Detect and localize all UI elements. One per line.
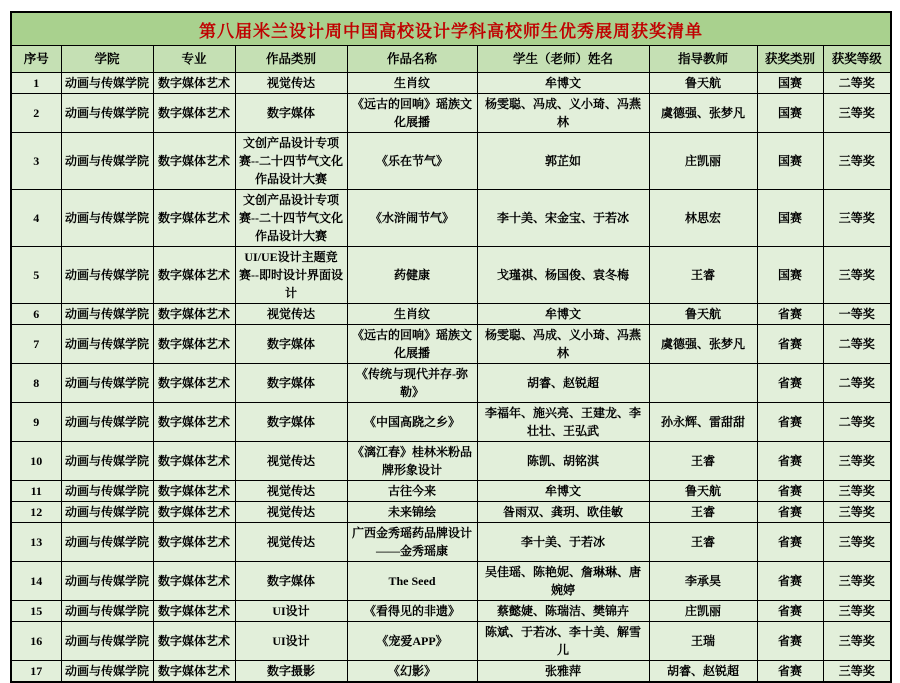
cell-students: 陈斌、于若冰、李十美、解雪儿 (477, 622, 649, 661)
cell-work: 《幻影》 (347, 661, 477, 683)
cell-advisors: 胡睿、赵锐超 (649, 661, 757, 683)
table-row (11, 304, 891, 325)
cell-advisors: 王睿 (649, 502, 757, 523)
cell-award_level: 三等奖 (823, 94, 891, 133)
cell-award_level: 三等奖 (823, 502, 891, 523)
column-header-award_type: 获奖类别 (757, 46, 823, 73)
column-header-award_level: 获奖等级 (823, 46, 891, 73)
table-row (11, 601, 891, 622)
cell-advisors: 鲁天航 (649, 481, 757, 502)
cell-major: 数字媒体艺术 (153, 622, 235, 661)
cell-no: 9 (11, 403, 61, 442)
cell-award_level: 一等奖 (823, 304, 891, 325)
title-row (11, 12, 891, 46)
cell-students: 牟博文 (477, 481, 649, 502)
cell-advisors: 孙永辉、雷甜甜 (649, 403, 757, 442)
column-header-work: 作品名称 (347, 46, 477, 73)
cell-college: 动画与传媒学院 (61, 94, 153, 133)
cell-work: 未来锦绘 (347, 502, 477, 523)
column-header-students: 学生（老师）姓名 (477, 46, 649, 73)
table-row (11, 622, 891, 661)
table-row (11, 247, 891, 304)
cell-award_level: 三等奖 (823, 442, 891, 481)
cell-category: 文创产品设计专项赛--二十四节气文化作品设计大赛 (235, 133, 347, 190)
cell-work: 《传统与现代并存-弥勒》 (347, 364, 477, 403)
cell-major: 数字媒体艺术 (153, 601, 235, 622)
cell-advisors: 李承昊 (649, 562, 757, 601)
cell-category: 视觉传达 (235, 304, 347, 325)
cell-no: 7 (11, 325, 61, 364)
cell-major: 数字媒体艺术 (153, 661, 235, 683)
cell-award_type: 省赛 (757, 364, 823, 403)
column-header-advisors: 指导教师 (649, 46, 757, 73)
cell-award_type: 省赛 (757, 442, 823, 481)
table-row (11, 133, 891, 190)
column-header-no: 序号 (11, 46, 61, 73)
cell-major: 数字媒体艺术 (153, 523, 235, 562)
cell-category: 视觉传达 (235, 442, 347, 481)
cell-category: 数字摄影 (235, 661, 347, 683)
cell-award_level: 三等奖 (823, 622, 891, 661)
cell-award_type: 国赛 (757, 94, 823, 133)
cell-advisors (649, 364, 757, 403)
cell-work: 生肖纹 (347, 73, 477, 94)
cell-work: 《水浒闹节气》 (347, 190, 477, 247)
cell-college: 动画与传媒学院 (61, 622, 153, 661)
cell-work: 广西金秀瑶药品牌设计——金秀瑶康 (347, 523, 477, 562)
cell-no: 3 (11, 133, 61, 190)
cell-award_level: 三等奖 (823, 661, 891, 683)
cell-college: 动画与传媒学院 (61, 247, 153, 304)
cell-students: 杨雯聪、冯成、义小琦、冯燕林 (477, 94, 649, 133)
cell-students: 李十美、宋金宝、于若冰 (477, 190, 649, 247)
cell-advisors: 鲁天航 (649, 304, 757, 325)
cell-award_level: 三等奖 (823, 562, 891, 601)
cell-category: 数字媒体 (235, 94, 347, 133)
cell-award_level: 三等奖 (823, 481, 891, 502)
cell-award_level: 二等奖 (823, 73, 891, 94)
cell-advisors: 林思宏 (649, 190, 757, 247)
cell-students: 牟博文 (477, 304, 649, 325)
cell-work: 《漓江春》桂林米粉品牌形象设计 (347, 442, 477, 481)
cell-award_level: 三等奖 (823, 247, 891, 304)
cell-students: 杨雯聪、冯成、义小琦、冯燕林 (477, 325, 649, 364)
cell-students: 吴佳瑶、陈艳妮、詹琳琳、唐婉婷 (477, 562, 649, 601)
cell-college: 动画与传媒学院 (61, 502, 153, 523)
cell-college: 动画与传媒学院 (61, 133, 153, 190)
cell-award_type: 国赛 (757, 247, 823, 304)
cell-major: 数字媒体艺术 (153, 562, 235, 601)
cell-major: 数字媒体艺术 (153, 304, 235, 325)
cell-category: 数字媒体 (235, 403, 347, 442)
cell-major: 数字媒体艺术 (153, 442, 235, 481)
cell-category: 文创产品设计专项赛--二十四节气文化作品设计大赛 (235, 190, 347, 247)
cell-college: 动画与传媒学院 (61, 190, 153, 247)
cell-students: 蔡懿婕、陈瑞洁、樊锦卉 (477, 601, 649, 622)
cell-no: 5 (11, 247, 61, 304)
cell-advisors: 王睿 (649, 247, 757, 304)
table-row (11, 73, 891, 94)
cell-college: 动画与传媒学院 (61, 325, 153, 364)
cell-category: UI/UE设计主题竞赛--即时设计界面设计 (235, 247, 347, 304)
cell-award_type: 国赛 (757, 133, 823, 190)
cell-students: 李福年、施兴亮、王建龙、李壮壮、王弘武 (477, 403, 649, 442)
cell-no: 2 (11, 94, 61, 133)
cell-award_type: 省赛 (757, 403, 823, 442)
cell-college: 动画与传媒学院 (61, 364, 153, 403)
cell-work: 《乐在节气》 (347, 133, 477, 190)
cell-major: 数字媒体艺术 (153, 364, 235, 403)
cell-no: 11 (11, 481, 61, 502)
table-row (11, 190, 891, 247)
cell-work: 生肖纹 (347, 304, 477, 325)
cell-advisors: 庄凯丽 (649, 133, 757, 190)
cell-students: 昝雨双、龚玥、欧佳敏 (477, 502, 649, 523)
cell-no: 12 (11, 502, 61, 523)
cell-category: 数字媒体 (235, 325, 347, 364)
cell-work: 《宠爱APP》 (347, 622, 477, 661)
cell-no: 1 (11, 73, 61, 94)
cell-advisors: 王瑞 (649, 622, 757, 661)
cell-category: 数字媒体 (235, 562, 347, 601)
cell-students: 郭芷如 (477, 133, 649, 190)
cell-major: 数字媒体艺术 (153, 403, 235, 442)
cell-category: 数字媒体 (235, 364, 347, 403)
cell-major: 数字媒体艺术 (153, 247, 235, 304)
cell-work: 《中国高跷之乡》 (347, 403, 477, 442)
cell-award_type: 省赛 (757, 661, 823, 683)
awards-table (10, 11, 892, 683)
cell-work: 古往今来 (347, 481, 477, 502)
cell-award_type: 省赛 (757, 304, 823, 325)
cell-no: 8 (11, 364, 61, 403)
table-body (11, 73, 891, 683)
cell-award_type: 国赛 (757, 73, 823, 94)
table-row (11, 523, 891, 562)
table-row (11, 502, 891, 523)
cell-college: 动画与传媒学院 (61, 73, 153, 94)
cell-award_type: 省赛 (757, 622, 823, 661)
document-title: 第八届米兰设计周中国高校设计学科高校师生优秀展周获奖清单 (11, 12, 891, 46)
cell-no: 14 (11, 562, 61, 601)
cell-students: 胡睿、赵锐超 (477, 364, 649, 403)
cell-award_type: 省赛 (757, 562, 823, 601)
cell-major: 数字媒体艺术 (153, 73, 235, 94)
cell-award_type: 省赛 (757, 502, 823, 523)
table-row (11, 442, 891, 481)
cell-award_type: 省赛 (757, 481, 823, 502)
cell-major: 数字媒体艺术 (153, 133, 235, 190)
cell-award_type: 省赛 (757, 325, 823, 364)
cell-category: UI设计 (235, 622, 347, 661)
cell-no: 13 (11, 523, 61, 562)
cell-category: 视觉传达 (235, 523, 347, 562)
cell-category: 视觉传达 (235, 481, 347, 502)
cell-advisors: 鲁天航 (649, 73, 757, 94)
cell-advisors: 王睿 (649, 523, 757, 562)
cell-award_level: 二等奖 (823, 325, 891, 364)
cell-work: The Seed (347, 562, 477, 601)
cell-major: 数字媒体艺术 (153, 325, 235, 364)
cell-advisors: 庄凯丽 (649, 601, 757, 622)
table-row (11, 94, 891, 133)
cell-students: 戈瑾祺、杨国俊、袁冬梅 (477, 247, 649, 304)
table-row (11, 403, 891, 442)
cell-college: 动画与传媒学院 (61, 523, 153, 562)
cell-major: 数字媒体艺术 (153, 481, 235, 502)
cell-students: 陈凯、胡铭淇 (477, 442, 649, 481)
cell-no: 4 (11, 190, 61, 247)
cell-no: 15 (11, 601, 61, 622)
cell-major: 数字媒体艺术 (153, 502, 235, 523)
cell-award_level: 二等奖 (823, 364, 891, 403)
column-header-college: 学院 (61, 46, 153, 73)
cell-college: 动画与传媒学院 (61, 304, 153, 325)
cell-work: 《看得见的非遗》 (347, 601, 477, 622)
table-row (11, 325, 891, 364)
cell-award_level: 三等奖 (823, 523, 891, 562)
cell-no: 10 (11, 442, 61, 481)
cell-advisors: 虞德强、张梦凡 (649, 94, 757, 133)
cell-work: 《远古的回响》瑶族文化展播 (347, 325, 477, 364)
cell-category: UI设计 (235, 601, 347, 622)
cell-no: 16 (11, 622, 61, 661)
cell-award_type: 国赛 (757, 190, 823, 247)
cell-college: 动画与传媒学院 (61, 403, 153, 442)
cell-award_level: 三等奖 (823, 190, 891, 247)
cell-college: 动画与传媒学院 (61, 601, 153, 622)
table-row (11, 661, 891, 683)
cell-no: 6 (11, 304, 61, 325)
table-row (11, 364, 891, 403)
cell-award_type: 省赛 (757, 523, 823, 562)
cell-work: 药健康 (347, 247, 477, 304)
cell-award_level: 三等奖 (823, 601, 891, 622)
cell-college: 动画与传媒学院 (61, 442, 153, 481)
cell-students: 李十美、于若冰 (477, 523, 649, 562)
cell-major: 数字媒体艺术 (153, 190, 235, 247)
cell-advisors: 王睿 (649, 442, 757, 481)
table-row (11, 562, 891, 601)
table-row (11, 481, 891, 502)
cell-college: 动画与传媒学院 (61, 562, 153, 601)
cell-students: 张雅萍 (477, 661, 649, 683)
column-header-major: 专业 (153, 46, 235, 73)
cell-students: 牟博文 (477, 73, 649, 94)
cell-award_level: 三等奖 (823, 133, 891, 190)
cell-major: 数字媒体艺术 (153, 94, 235, 133)
cell-advisors: 虞德强、张梦凡 (649, 325, 757, 364)
column-header-category: 作品类别 (235, 46, 347, 73)
cell-category: 视觉传达 (235, 73, 347, 94)
cell-award_type: 省赛 (757, 601, 823, 622)
cell-work: 《远古的回响》瑶族文化展播 (347, 94, 477, 133)
cell-no: 17 (11, 661, 61, 683)
cell-award_level: 二等奖 (823, 403, 891, 442)
table-header-row (11, 46, 891, 73)
cell-category: 视觉传达 (235, 502, 347, 523)
cell-college: 动画与传媒学院 (61, 481, 153, 502)
cell-college: 动画与传媒学院 (61, 661, 153, 683)
